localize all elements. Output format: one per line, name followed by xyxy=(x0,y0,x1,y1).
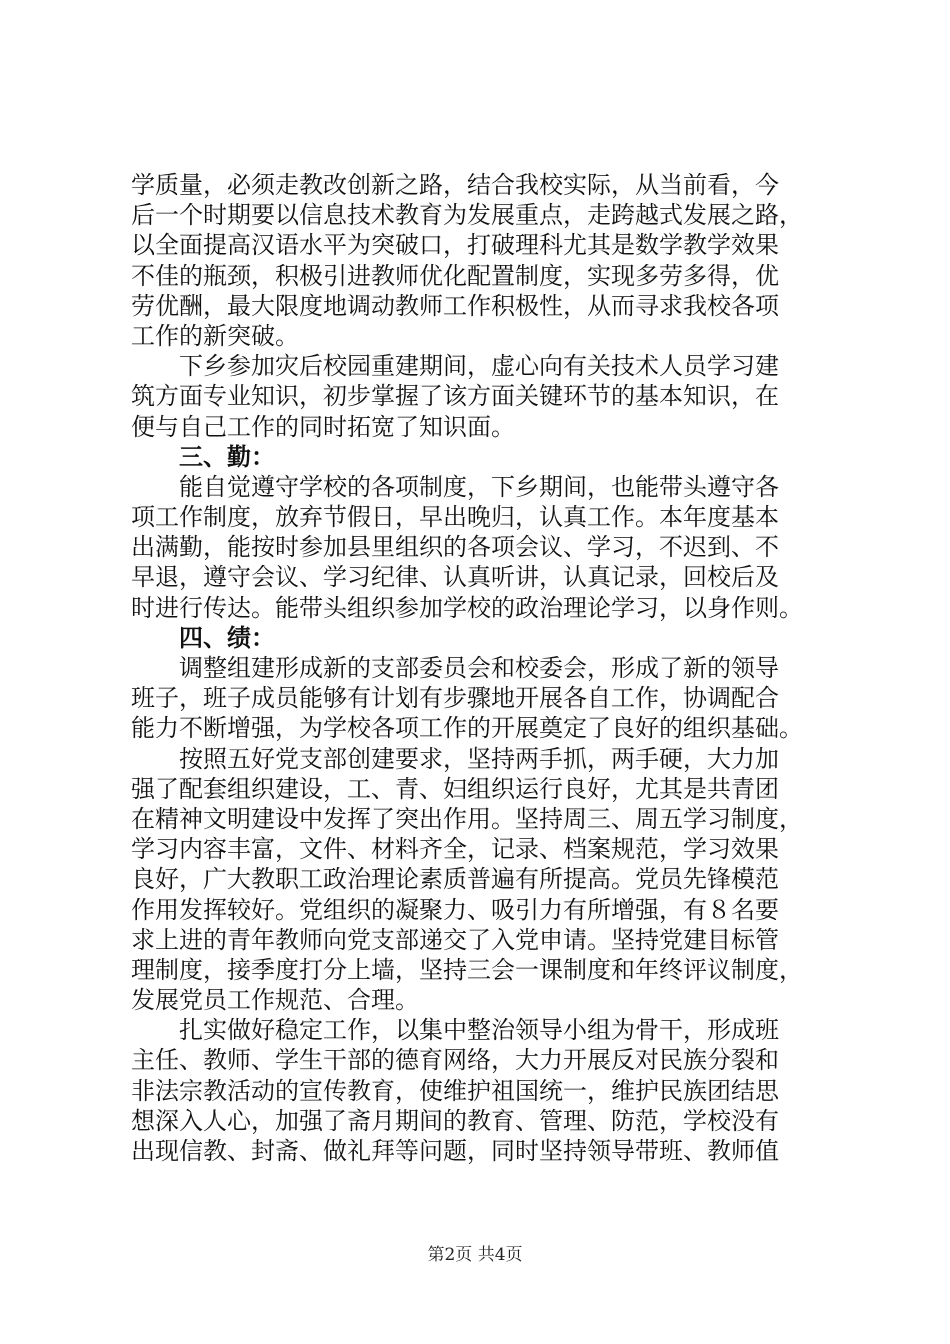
text-line: 在精神文明建设中发挥了突出作用。坚持周三、周五学习制度， xyxy=(131,804,803,833)
text-line: 后一个时期要以信息技术教育为发展重点，走跨越式发展之路， xyxy=(131,201,803,230)
text-line: 早退，遵守会议、学习纪律、认真听讲，认真记录，回校后及 xyxy=(131,563,779,592)
section-heading: 三、勤： xyxy=(179,441,275,471)
text-line: 主任、教师、学生干部的德育网络，大力开展反对民族分裂和 xyxy=(131,1046,779,1075)
text-line: 学习内容丰富，文件、材料齐全，记录、档案规范，学习效果 xyxy=(131,835,779,864)
text-line: 良好，广大教职工政治理论素质普遍有所提高。党员先锋模范 xyxy=(131,865,779,894)
text-line: 以全面提高汉语水平为突破口，打破理科尤其是数学教学效果 xyxy=(131,231,779,260)
text-line: 下乡参加灾后校园重建期间，虚心向有关技术人员学习建 xyxy=(179,352,779,381)
text-line: 扎实做好稳定工作，以集中整治领导小组为骨干，形成班 xyxy=(179,1016,779,1045)
text-line: 调整组建形成新的支部委员会和校委会，形成了新的领导 xyxy=(179,654,779,682)
text-line: 工作的新突破。 xyxy=(131,321,299,350)
text-line: 筑方面专业知识，初步掌握了该方面关键环节的基本知识，在 xyxy=(131,382,779,411)
section-heading: 四、绩： xyxy=(179,622,275,652)
text-line: 强了配套组织建设，工、青、妇组织运行良好，尤其是共青团 xyxy=(131,774,779,803)
text-line: 按照五好党支部创建要求，坚持两手抓，两手硬，大力加 xyxy=(179,744,779,773)
text-line: 发展党员工作规范、合理。 xyxy=(131,986,419,1015)
page-number-footer: 第2页 共4页 xyxy=(427,1245,523,1265)
text-line: 非法宗教活动的宣传教育，使维护祖国统一，维护民族团结思 xyxy=(131,1076,779,1105)
text-line: 项工作制度，放弃节假日，早出晚归，认真工作。本年度基本 xyxy=(131,503,779,532)
text-line: 能自觉遵守学校的各项制度，下乡期间，也能带头遵守各 xyxy=(179,472,779,501)
text-line: 时进行传达。能带头组织参加学校的政治理论学习，以身作则。 xyxy=(131,593,803,622)
text-line: 出现信教、封斋、做礼拜等问题，同时坚持领导带班、教师值 xyxy=(131,1137,779,1165)
text-line: 能力不断增强，为学校各项工作的开展奠定了良好的组织基础。 xyxy=(131,714,803,743)
text-line: 班子，班子成员能够有计划有步骤地开展各自工作，协调配合 xyxy=(131,684,779,713)
text-line: 作用发挥较好。党组织的凝聚力、吸引力有所增强，有８名要 xyxy=(131,895,779,924)
text-line: 出满勤，能按时参加县里组织的各项会议、学习，不迟到、不 xyxy=(131,533,779,562)
text-line: 不佳的瓶颈，积极引进教师优化配置制度，实现多劳多得，优 xyxy=(131,261,779,290)
text-line: 想深入人心，加强了斋月期间的教育、管理、防范，学校没有 xyxy=(131,1106,779,1135)
text-line: 学质量，必须走教改创新之路，结合我校实际，从当前看，今 xyxy=(131,171,779,199)
text-line: 求上进的青年教师向党支部递交了入党申请。坚持党建目标管 xyxy=(131,925,779,954)
document-body xyxy=(131,170,821,1166)
text-line: 便与自己工作的同时拓宽了知识面。 xyxy=(131,412,515,441)
text-line: 劳优酬，最大限度地调动教师工作积极性，从而寻求我校各项 xyxy=(131,291,779,320)
text-line: 理制度，接季度打分上墙，坚持三会一课制度和年终评议制度， xyxy=(131,955,803,984)
